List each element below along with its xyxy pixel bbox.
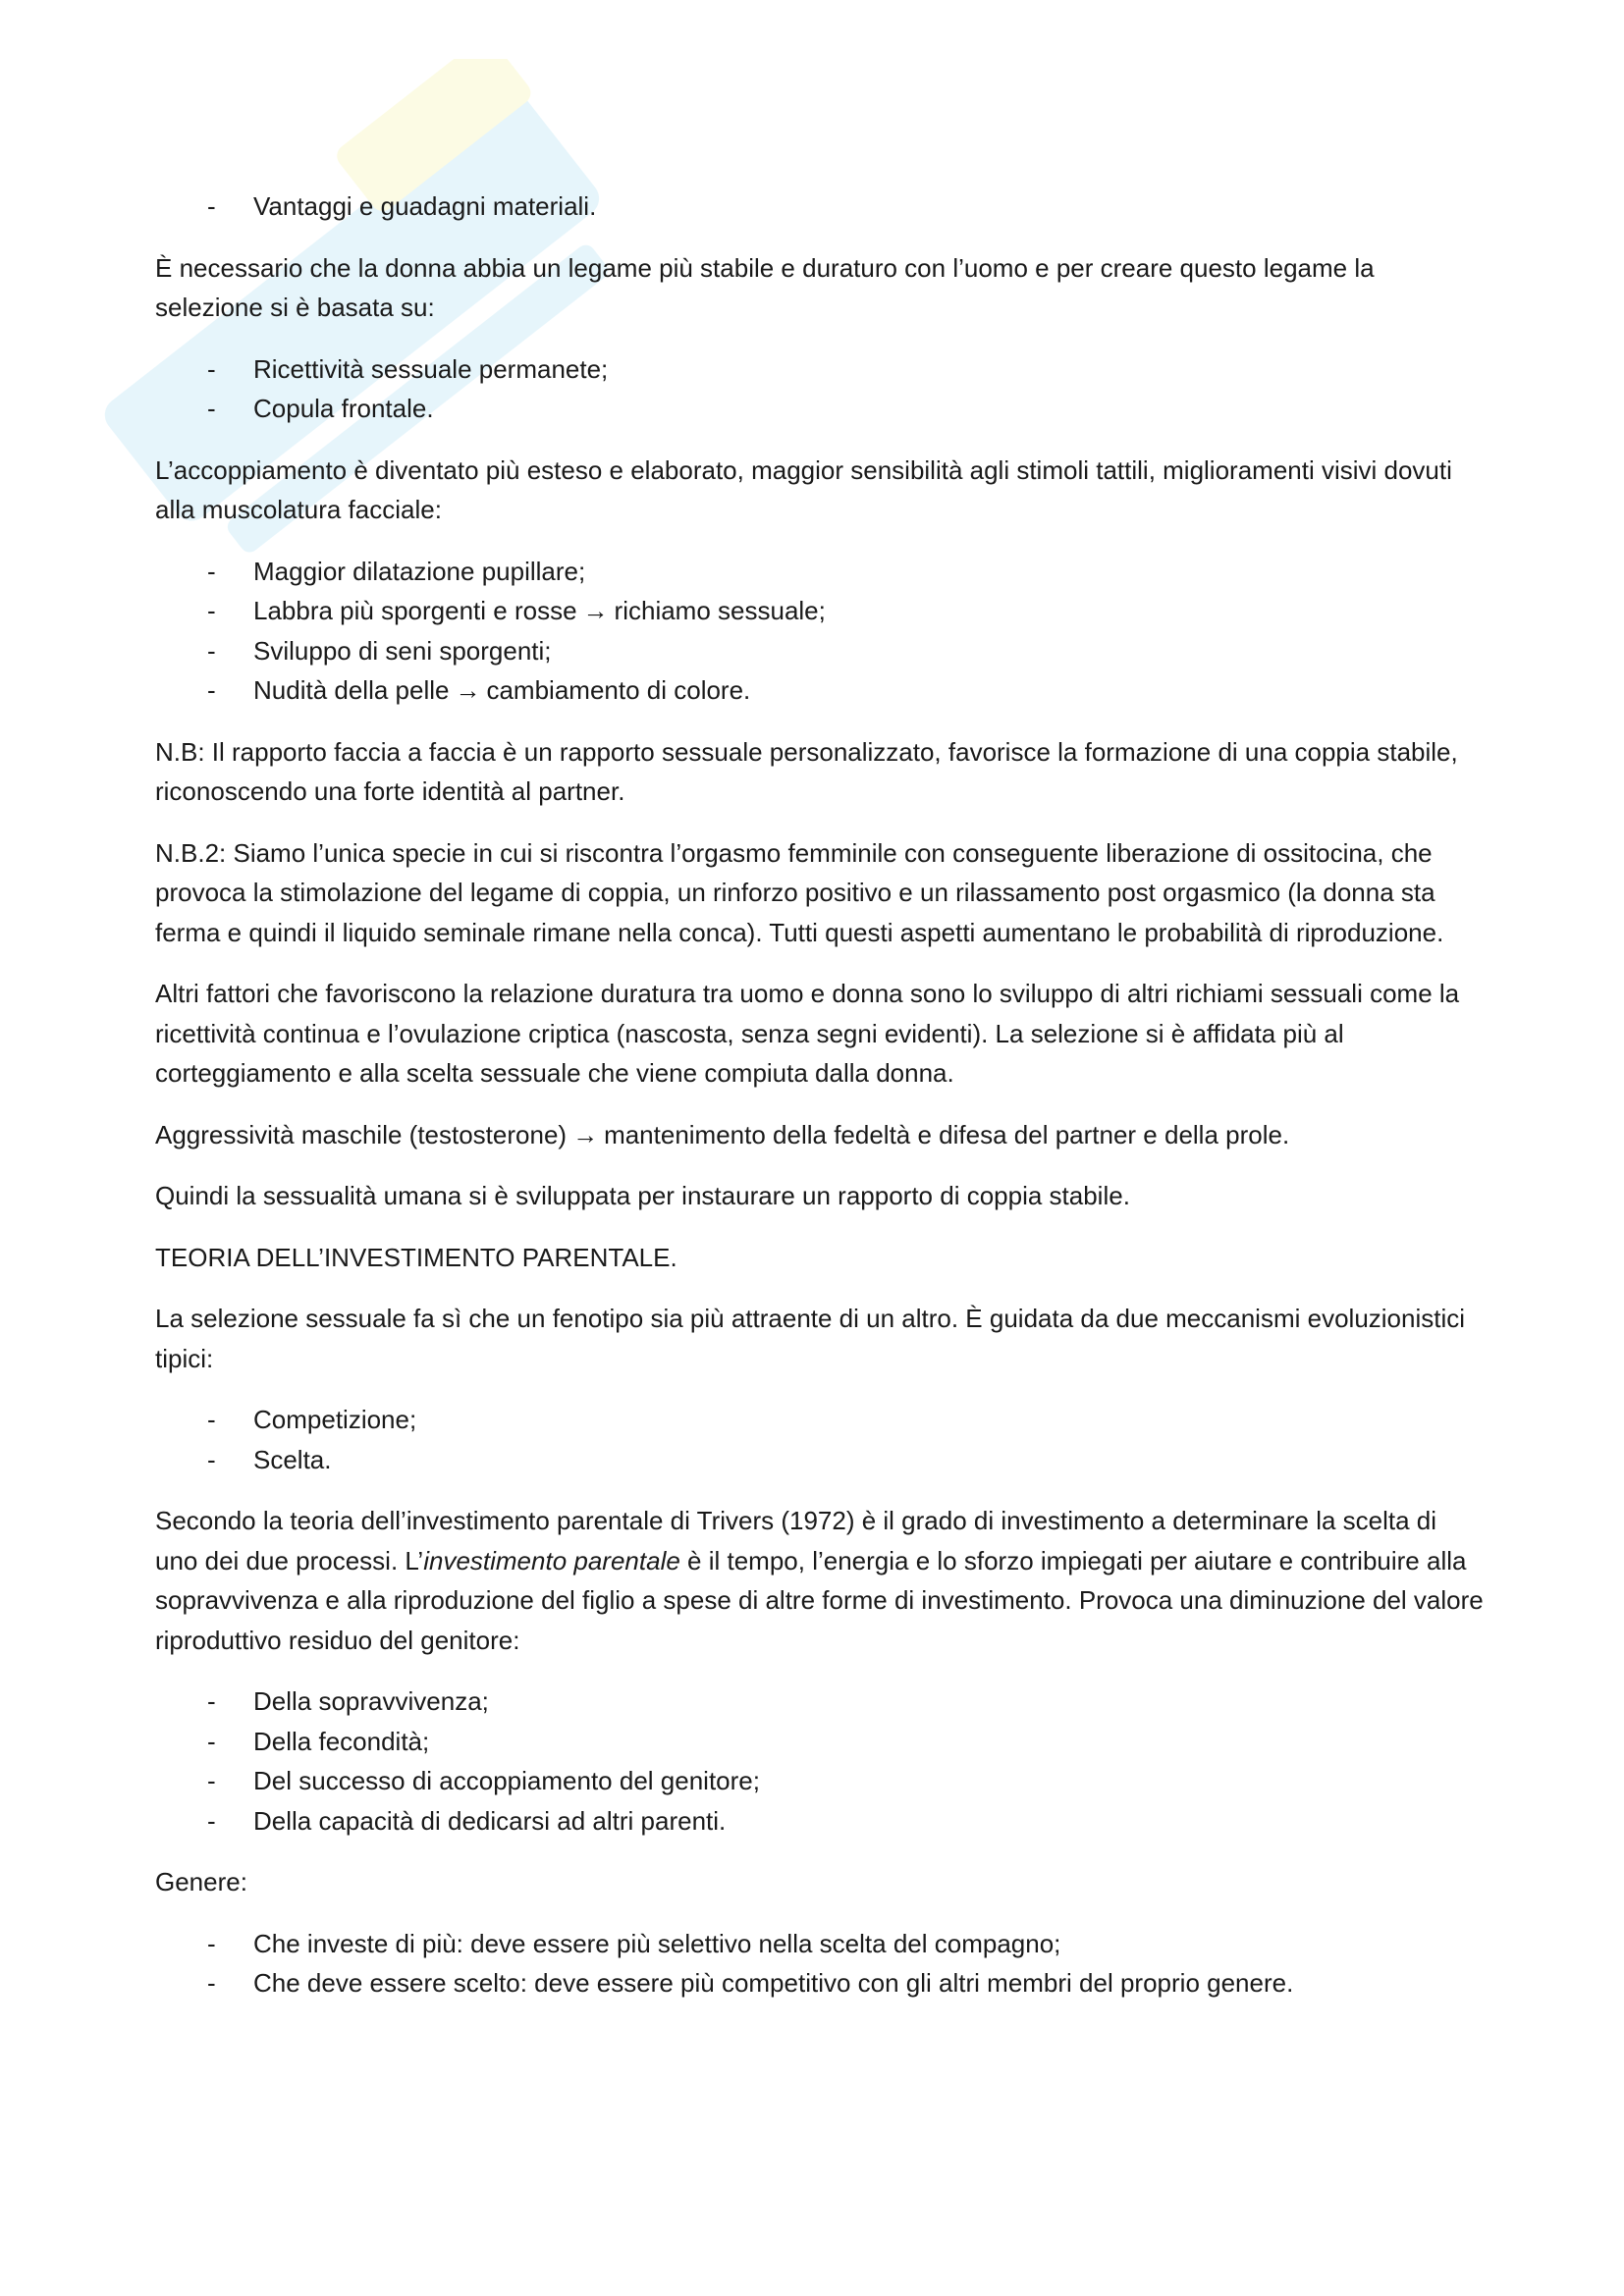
bullet-dash: - xyxy=(207,1405,216,1434)
paragraph: La selezione sessuale fa sì che un fenotipo sia più attraente di un altro. È guidata da due meccanismi evoluzionistici tipici: xyxy=(155,1304,1466,1373)
list-item: - Sviluppo di seni sporgenti; xyxy=(155,631,1486,671)
paragraph: Quindi la sessualità umana si è sviluppata per instaurare un rapporto di coppia stabile. xyxy=(155,1181,1130,1210)
bullet-dash: - xyxy=(207,191,216,221)
bullet-dash: - xyxy=(207,1928,216,1958)
list-item: - Che investe di più: deve essere più selettivo nella scelta del compagno; xyxy=(155,1924,1486,1964)
emphasis-term: investimento parentale xyxy=(423,1545,680,1575)
arrow-right-icon: → xyxy=(455,675,481,705)
paragraph: È necessario che la donna abbia un legame più stabile e duraturo con l’uomo e per creare questo legame la selezione si è basata su: xyxy=(155,252,1375,322)
list-item: - Scelta. xyxy=(155,1440,1486,1480)
paragraph: Secondo la teoria dell’investimento parentale di Trivers (1972) è il grado di investimento a determinare la scelta di uno dei due processi. L’investimento parentale è il tempo, l’energia e lo sforzo impiegati per aiutare e contribuire alla sopravvivenza e alla riproduzione del figlio a spese di altre forme di investimento. Provoca una diminuzione del valore riproduttivo residuo del genitore: xyxy=(155,1506,1484,1655)
arrow-right-icon: → xyxy=(582,596,609,625)
bullet-list-1 xyxy=(155,187,1486,227)
bullet-dash: - xyxy=(207,596,216,625)
document-page xyxy=(155,187,1486,2025)
bullet-list-5 xyxy=(155,1682,1486,1841)
bullet-dash: - xyxy=(207,1805,216,1836)
list-item: - Maggior dilatazione pupillare; xyxy=(155,552,1486,592)
list-item: - Della capacità di dedicarsi ad altri parenti. xyxy=(155,1801,1486,1842)
bullet-dash: - xyxy=(207,394,216,423)
paragraph-note: N.B: Il rapporto faccia a faccia è un rapporto sessuale personalizzato, favorisce la formazione di una coppia stabile, riconoscendo una forte identità al partner. xyxy=(155,736,1458,806)
bullet-dash: - xyxy=(207,1444,216,1474)
list-item: - Copula frontale. xyxy=(155,389,1486,429)
paragraph: L’accoppiamento è diventato più esteso e elaborato, maggior sensibilità agli stimoli tattili, miglioramenti visivi dovuti alla muscolatura facciale: xyxy=(155,454,1452,524)
list-item: - Del successo di accoppiamento del genitore; xyxy=(155,1761,1486,1801)
bullet-list-4 xyxy=(155,1400,1486,1479)
bullet-list-3 xyxy=(155,552,1486,711)
arrow-right-icon: → xyxy=(572,1119,599,1149)
paragraph: Genere: xyxy=(155,1867,247,1896)
bullet-dash: - xyxy=(207,556,216,586)
bullet-dash: - xyxy=(207,1968,216,1998)
list-item: - Della fecondità; xyxy=(155,1722,1486,1762)
list-item: - Labbra più sporgenti e rosse → richiamo sessuale; xyxy=(155,591,1486,631)
list-item: - Competizione; xyxy=(155,1400,1486,1440)
list-item: - Che deve essere scelto: deve essere più competitivo con gli altri membri del proprio genere. xyxy=(155,1963,1486,2003)
paragraph: Aggressività maschile (testosterone) → mantenimento della fedeltà e difesa del partner e della prole. xyxy=(155,1115,1486,1155)
list-item: - Vantaggi e guadagni materiali. xyxy=(155,187,1486,227)
bullet-dash: - xyxy=(207,353,216,384)
paragraph-note-2: N.B.2: Siamo l’unica specie in cui si riscontra l’orgasmo femminile con conseguente liberazione di ossitocina, che provoca la stimolazione del legame di coppia, un rinforzo positivo e un rilassamento post orgasmico (la donna sta ferma e quindi il liquido seminale rimane nella conca). Tutti questi aspetti aumentano le probabilità di riproduzione. xyxy=(155,837,1444,947)
bullet-dash: - xyxy=(207,1726,216,1756)
paragraph: Altri fattori che favoriscono la relazione duratura tra uomo e donna sono lo sviluppo di altri richiami sessuali come la ricettività continua e l’ovulazione criptica (nascosta, senza segni evidenti). La selezione si è affidata più al corteggiamento e alla scelta sessuale che viene compiuta dalla donna. xyxy=(155,979,1460,1088)
bullet-list-2 xyxy=(155,349,1486,429)
bullet-dash: - xyxy=(207,635,216,666)
list-item: - Nudità della pelle → cambiamento di colore. xyxy=(155,670,1486,711)
bullet-dash: - xyxy=(207,1766,216,1795)
list-item: - Della sopravvivenza; xyxy=(155,1682,1486,1722)
section-heading: TEORIA DELL’INVESTIMENTO PARENTALE. xyxy=(155,1242,677,1272)
list-item: - Ricettività sessuale permanete; xyxy=(155,349,1486,390)
bullet-dash: - xyxy=(207,675,216,705)
bullet-dash: - xyxy=(207,1686,216,1716)
bullet-list-6 xyxy=(155,1924,1486,2003)
